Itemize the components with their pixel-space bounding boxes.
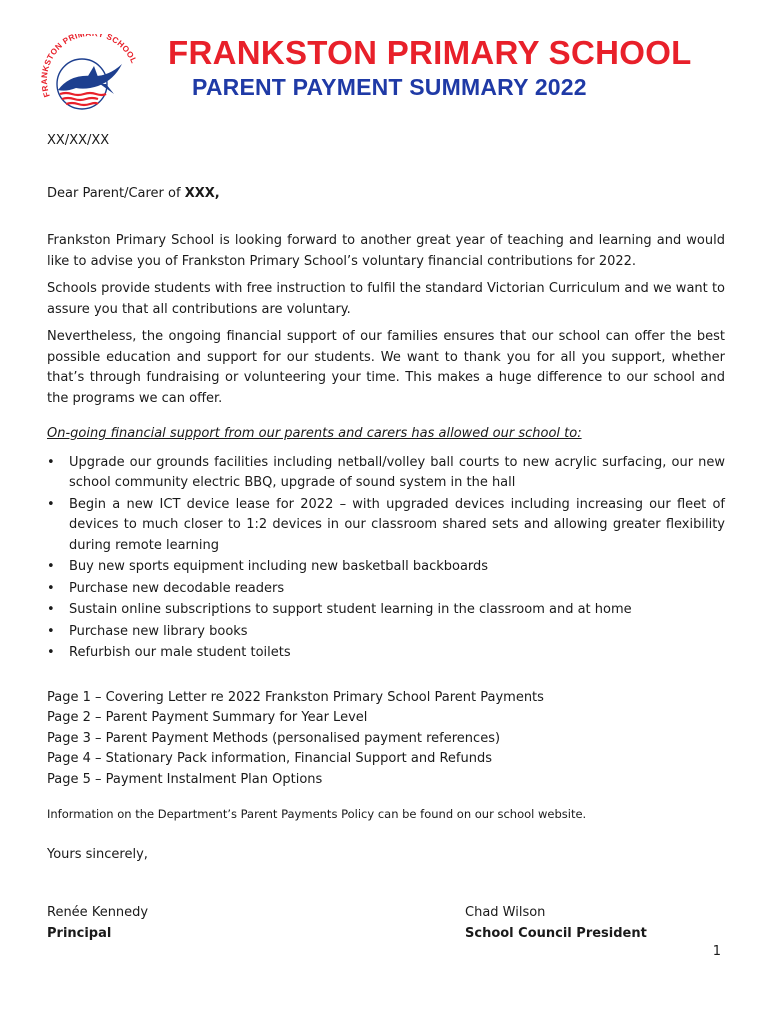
list-item: • Purchase new library books [47,622,725,643]
dolphin-logo-icon [40,34,146,118]
support-paragraph: Nevertheless, the ongoing financial support of our families ensures that our school can offer the best possible education and support for our students. We want to thank you for all you support, whether that’s through fundraising or volunteering your time. This makes a huge difference to our school and the programs we can offer. [47,329,725,406]
letter-body [47,131,725,944]
page-index-item: Page 2 – Parent Payment Summary for Year Level [47,710,368,725]
greeting-name: XXX, [184,185,220,201]
greeting-prefix: Dear Parent/Carer of [47,185,185,201]
school-logo [40,34,146,118]
president-signature [465,903,725,944]
page-index-item: Page 5 – Payment Instalment Plan Options [47,771,323,787]
principal-title: Principal [47,925,112,941]
curriculum-paragraph: Schools provide students with free instruction to fulfil the standard Victorian Curriculum and we want to assure you that all contributions are voluntary. [47,281,725,317]
principal-signature [47,903,347,944]
page-index-item: Page 1 – Covering Letter re 2022 Frankston Primary School Parent Payments [47,689,544,705]
page-index-item: Page 4 – Stationary Pack information, Financial Support and Refunds [47,751,493,766]
support-list [47,453,725,664]
page-index [47,688,725,791]
school-name-heading: FRANKSTON PRIMARY SCHOOL [168,34,692,71]
list-item: • Buy new sports equipment including new basketball backboards [47,557,725,578]
policy-note: Information on the Department’s Parent Payments Policy can be found on our school website. [47,807,587,821]
list-item: • Sustain online subscriptions to support student learning in the classroom and at home [47,600,725,621]
logo-text: FRANKSTON PRIM Y SCHOOL [40,34,139,99]
letter-closing: Yours sincerely, [47,846,148,862]
letter-date: XX/XX/XX [47,133,110,148]
president-name: Chad Wilson [465,905,546,920]
list-item: • Refurbish our male student toilets [47,643,725,664]
support-heading: On-going financial support from our parents and carers has allowed our school to: [47,426,582,441]
president-title: School Council President [465,925,647,941]
principal-name: Renée Kennedy [47,905,149,920]
list-item: • Purchase new decodable readers [47,579,725,600]
page-index-item: Page 3 – Parent Payment Methods (personalised payment references) [47,730,501,746]
letter-greeting [47,184,725,205]
page-number: 1 [712,944,721,959]
list-item: • Upgrade our grounds facilities including netball/volley ball courts to new acrylic surfacing, our new school community electric BBQ, upgrade of sound system in the hall [47,453,725,494]
list-item: • Begin a new ICT device lease for 2022 – with upgraded devices including increasing our fleet of devices to much closer to 1:2 devices in our classroom shared sets and allowing greater flexibility during remote learning [47,495,725,557]
signature-block [47,903,725,944]
document-title: PARENT PAYMENT SUMMARY 2022 [192,74,587,100]
intro-paragraph: Frankston Primary School is looking forward to another great year of teaching and learning and would like to advise you of Frankston Primary School’s voluntary financial contributions for 2022. [47,233,725,269]
